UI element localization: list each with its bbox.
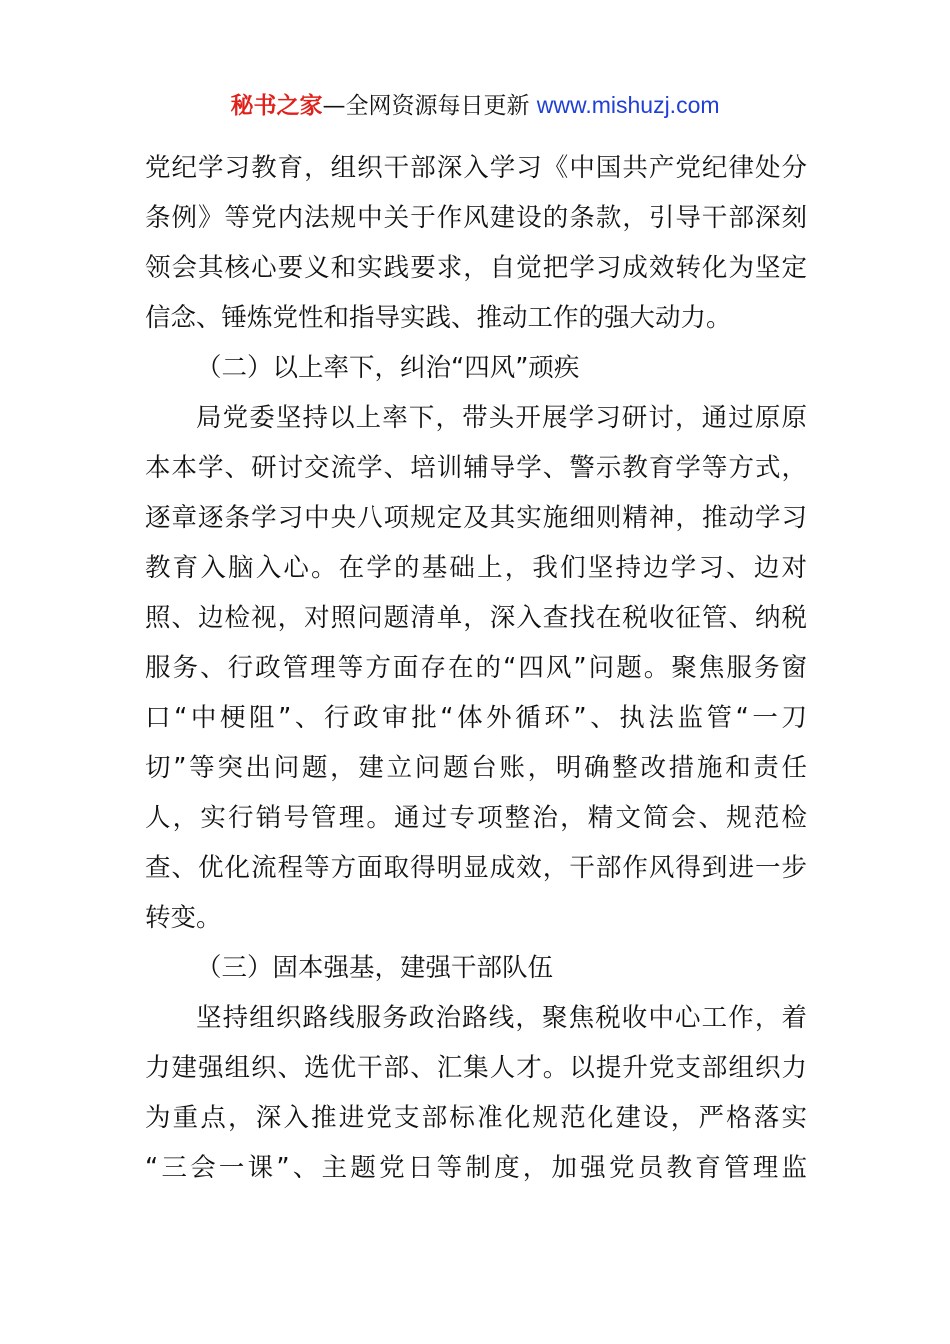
paragraph-line: 力建强组织、选优干部、汇集人才。以提升党支部组织力 [145,1053,807,1083]
paragraph-line: 口“中梗阻”、行政审批“体外循环”、执法监管“一刀 [145,703,807,733]
paragraph-line: 领会其核心要义和实践要求，自觉把学习成效转化为坚定 [145,253,807,283]
paragraph-line: 照、边检视，对照问题清单，深入查找在税收征管、纳税 [145,603,807,633]
paragraph-line: 局党委坚持以上率下，带头开展学习研讨，通过原原 [196,403,807,433]
paragraph-line: 转变。 [145,903,222,933]
site-url-link[interactable]: www.mishuzj.com [536,92,720,118]
paragraph-cadre-team [145,993,807,1193]
paragraph-four-styles [145,393,807,943]
paragraph-party-discipline [145,143,807,343]
paragraph-line: 查、优化流程等方面取得明显成效，干部作风得到进一步 [145,853,807,883]
paragraph-line: 为重点，深入推进党支部标准化规范化建设，严格落实 [145,1103,807,1133]
section-heading-3: （三）固本强基，建强干部队伍 [196,953,554,983]
paragraph-line: 切”等突出问题，建立问题台账，明确整改措施和责任 [145,753,807,783]
site-header [0,88,950,123]
paragraph-line: 党纪学习教育，组织干部深入学习《中国共产党纪律处分 [145,153,807,183]
site-tagline: —全网资源每日更新 [322,93,537,119]
site-brand: 秘书之家 [230,93,323,119]
section-heading-2: （二）以上率下，纠治“四风”顽疾 [196,353,580,383]
paragraph-line: 信念、锤炼党性和指导实践、推动工作的强大动力。 [145,303,732,333]
paragraph-line: 教育入脑入心。在学的基础上，我们坚持边学习、边对 [145,553,807,583]
paragraph-line: “三会一课”、主题党日等制度，加强党员教育管理监 [145,1153,807,1183]
paragraph-line: 本本学、研讨交流学、培训辅导学、警示教育学等方式， [145,453,807,483]
paragraph-line: 坚持组织路线服务政治路线，聚焦税收中心工作，着 [196,1003,807,1033]
paragraph-line: 人，实行销号管理。通过专项整治，精文简会、规范检 [145,803,807,833]
paragraph-line: 条例》等党内法规中关于作风建设的条款，引导干部深刻 [145,203,807,233]
paragraph-line: 服务、行政管理等方面存在的“四风”问题。聚焦服务窗 [145,653,807,683]
paragraph-line: 逐章逐条学习中央八项规定及其实施细则精神，推动学习 [145,503,807,533]
document-body [145,143,807,1193]
